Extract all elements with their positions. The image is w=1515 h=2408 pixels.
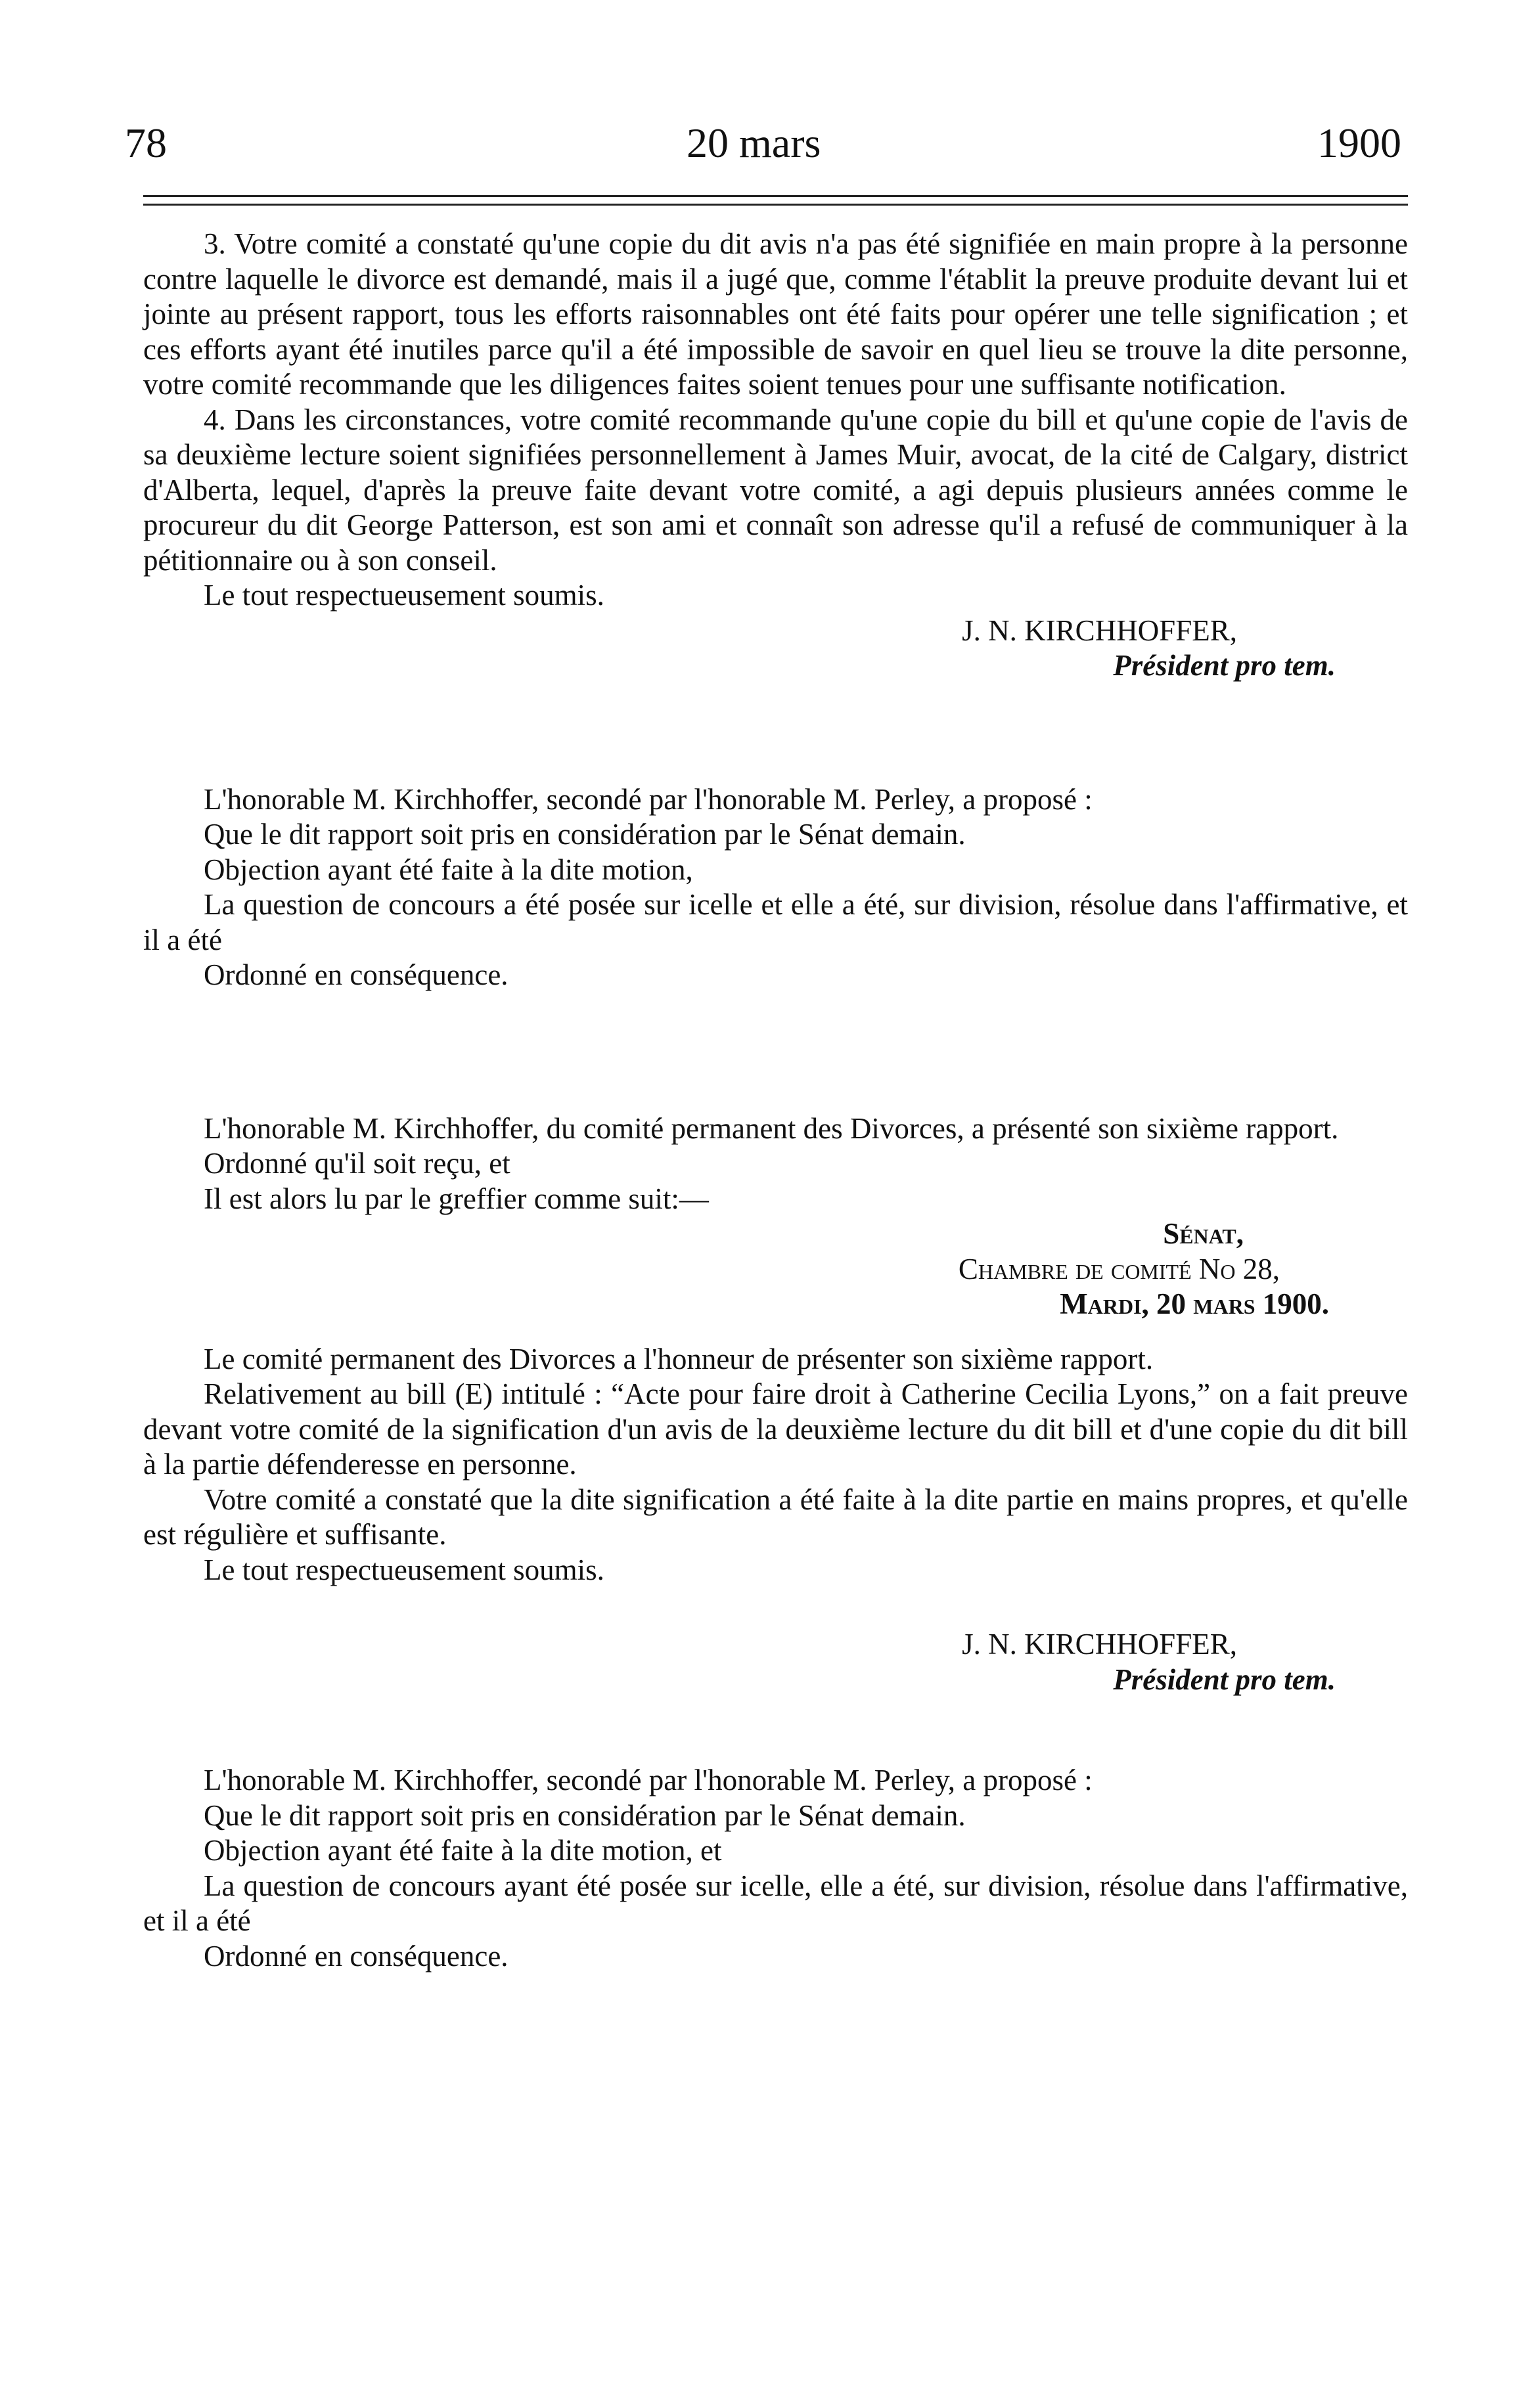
page-header-year: 1900 <box>1317 120 1401 166</box>
motion-1-proposal: L'honorable M. Kirchhoffer, secondé par l'honorable M. Perley, a proposé : <box>204 782 1093 816</box>
report-6-finding: Votre comité a constaté que la dite signification a été faite à la dite partie en mains propres, et qu'elle est régulière et suffisante. <box>143 1483 1408 1551</box>
report-6-intro: Le comité permanent des Divorces a l'honneur de présenter son sixième rapport. <box>204 1342 1154 1375</box>
report-heading-senat: Sénat, <box>1163 1217 1244 1250</box>
header-rule-bottom <box>143 204 1408 206</box>
report-6-received: Ordonné qu'il soit reçu, et <box>204 1147 510 1180</box>
paragraph-item-4: 4. Dans les circonstances, votre comité recommande qu'une copie du bill et qu'une copie de l'avis de sa deuxième lecture soient signifiées personnellement à James Muir, avocat, de la cité de Calgary, district d'Alberta, lequel, d'après la preuve faite devant votre comité, a agi depuis plusieurs années comme le procureur du dit George Patterson, est son ami et connaît son adresse qu'il a refusé de communiquer à la pétitionnaire ou à son conseil. <box>143 403 1408 577</box>
motion-2-question: La question de concours ayant été posée sur icelle, elle a été, sur division, résolue dans l'affirmative, et il a été <box>143 1869 1408 1937</box>
signature-title-2: Président pro tem. <box>1113 1662 1336 1696</box>
report-heading-date: Mardi, 20 mars 1900. <box>1060 1287 1329 1320</box>
signature-name-1: J. N. KIRCHHOFFER, <box>962 613 1237 647</box>
motion-1-objection: Objection ayant été faite à la dite motion, <box>204 853 693 886</box>
signature-title-1: Président pro tem. <box>1113 649 1336 682</box>
motion-2-text: Que le dit rapport soit pris en considération par le Sénat demain. <box>204 1798 966 1832</box>
motion-1-question: La question de concours a été posée sur icelle et elle a été, sur division, résolue dans l'affirmative, et il a été <box>143 888 1408 956</box>
motion-1-order: Ordonné en conséquence. <box>204 958 509 991</box>
report-6-presented: L'honorable M. Kirchhoffer, du comité permanent des Divorces, a présenté son sixième rapport. <box>204 1111 1339 1145</box>
motion-2-order: Ordonné en conséquence. <box>204 1939 509 1973</box>
page-header-date: 20 mars <box>687 120 821 166</box>
signature-name-2: J. N. KIRCHHOFFER, <box>962 1628 1237 1661</box>
motion-2-objection: Objection ayant été faite à la dite motion, et <box>204 1834 722 1867</box>
closing-line-1: Le tout respectueusement soumis. <box>204 579 604 612</box>
report-6-read: Il est alors lu par le greffier comme suit:— <box>204 1182 709 1215</box>
paragraph-item-3: 3. Votre comité a constaté qu'une copie du dit avis n'a pas été signifiée en main propre à la personne contre laquelle le divorce est demandé, mais il a jugé que, comme l'établit la preuve produite devant lui et jointe au présent rapport, tous les efforts raisonnables ont été faits pour opérer une telle signification ; et ces efforts ayant été inutiles parce qu'il a été impossible de savoir en quel lieu se trouve la dite personne, votre comité recommande que les diligences faites soient tenues pour une suffisante notification. <box>143 227 1408 401</box>
report-6-bill: Relativement au bill (E) intitulé : “Acte pour faire droit à Catherine Cecilia Lyons,” on a fait preuve devant votre comité de la signification d'un avis de la deuxième lecture du dit bill et d'une copie du dit bill à la partie défenderesse en personne. <box>143 1377 1408 1481</box>
page-number: 78 <box>125 120 167 166</box>
document-body <box>143 227 1408 1974</box>
spacer <box>143 684 1408 782</box>
report-heading-chambre: Chambre de comité No 28, <box>958 1252 1280 1285</box>
spacer <box>143 993 1408 1111</box>
motion-1-text: Que le dit rapport soit pris en considération par le Sénat demain. <box>204 818 966 851</box>
header-rule-top <box>143 195 1408 197</box>
spacer <box>143 1697 1408 1763</box>
closing-line-2: Le tout respectueusement soumis. <box>204 1553 604 1586</box>
motion-2-proposal: L'honorable M. Kirchhoffer, secondé par l'honorable M. Perley, a proposé : <box>204 1764 1093 1796</box>
